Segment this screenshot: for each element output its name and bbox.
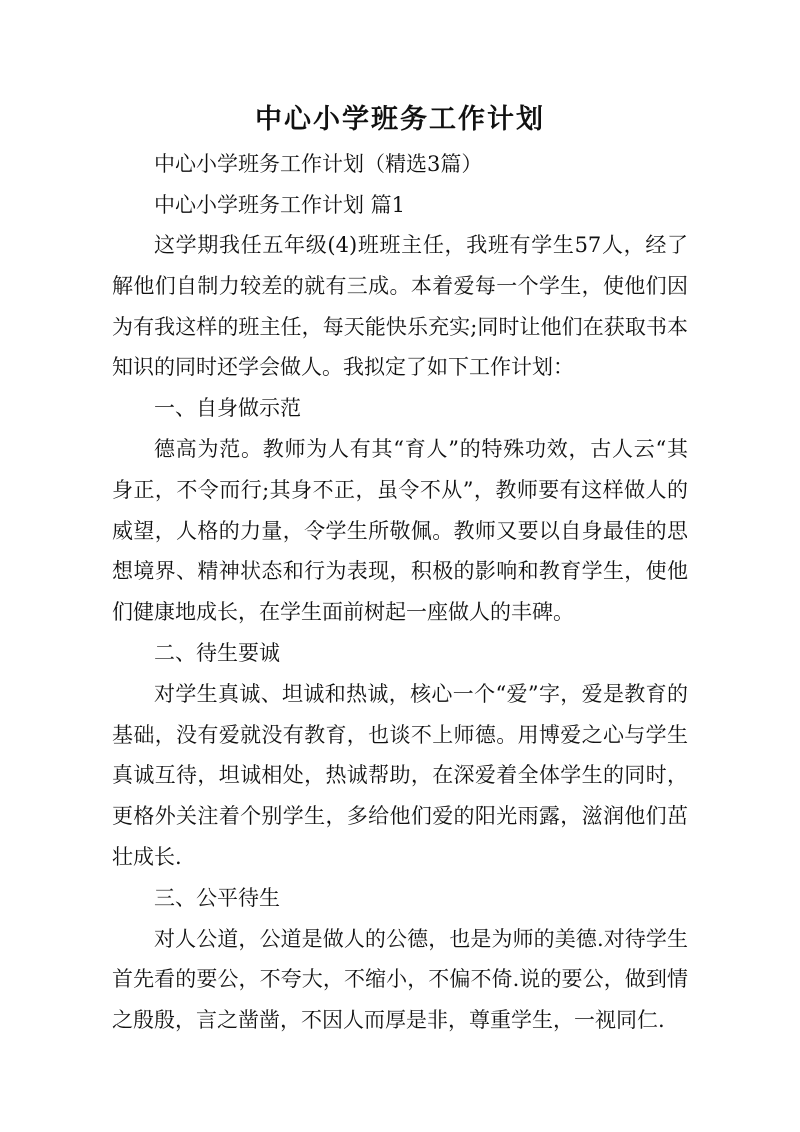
document-title: 中心小学班务工作计划 bbox=[255, 104, 545, 135]
section-body-2: 对学生真诚、坦诚和热诚，核心一个“爱”字，爱是教育的基础，没有爱就没有教育，也谈不上师德。用博爱之心与学生真诚互待，坦诚相处，热诚帮助，在深爱着全体学生的同时，更格外关注着个别学生，多给他们爱的阳光雨露，滋润他们茁壮成长. bbox=[112, 681, 688, 869]
section-heading-2: 二、待生要诚 bbox=[154, 640, 280, 665]
section-body-3: 对人公道，公道是做人的公德，也是为师的美德.对待学生首先看的要公，不夸大，不缩小，不偏不倚.说的要公，做到情之殷殷，言之凿凿，不因人而厚是非，尊重学生，一视同仁. bbox=[112, 926, 688, 1033]
section-heading-1: 一、自身做示范 bbox=[154, 396, 301, 421]
collection-title: 中心小学班务工作计划（精选3篇） bbox=[154, 152, 483, 176]
article-title: 中心小学班务工作计划 篇1 bbox=[154, 192, 406, 217]
intro-paragraph: 这学期我任五年级(4)班班主任，我班有学生57人，经了解他们自制力较差的就有三成。本着爱每一个学生，使他们因为有我这样的班主任，每天能快乐充实;同时让他们在获取书本知识的同时还学会做人。我拟定了如下工作计划： bbox=[112, 233, 688, 380]
section-body-1: 德高为范。教师为人有其“育人”的特殊功效，古人云“其身正，不令而行;其身不正，虽令不从”，教师要有这样做人的威望，人格的力量，令学生所敬佩。教师又要以自身最佳的思想境界、精神状态和行为表现，积极的影响和教育学生，使他们健康地成长，在学生面前树起一座做人的丰碑。 bbox=[112, 436, 688, 625]
section-heading-3: 三、公平待生 bbox=[154, 885, 280, 910]
